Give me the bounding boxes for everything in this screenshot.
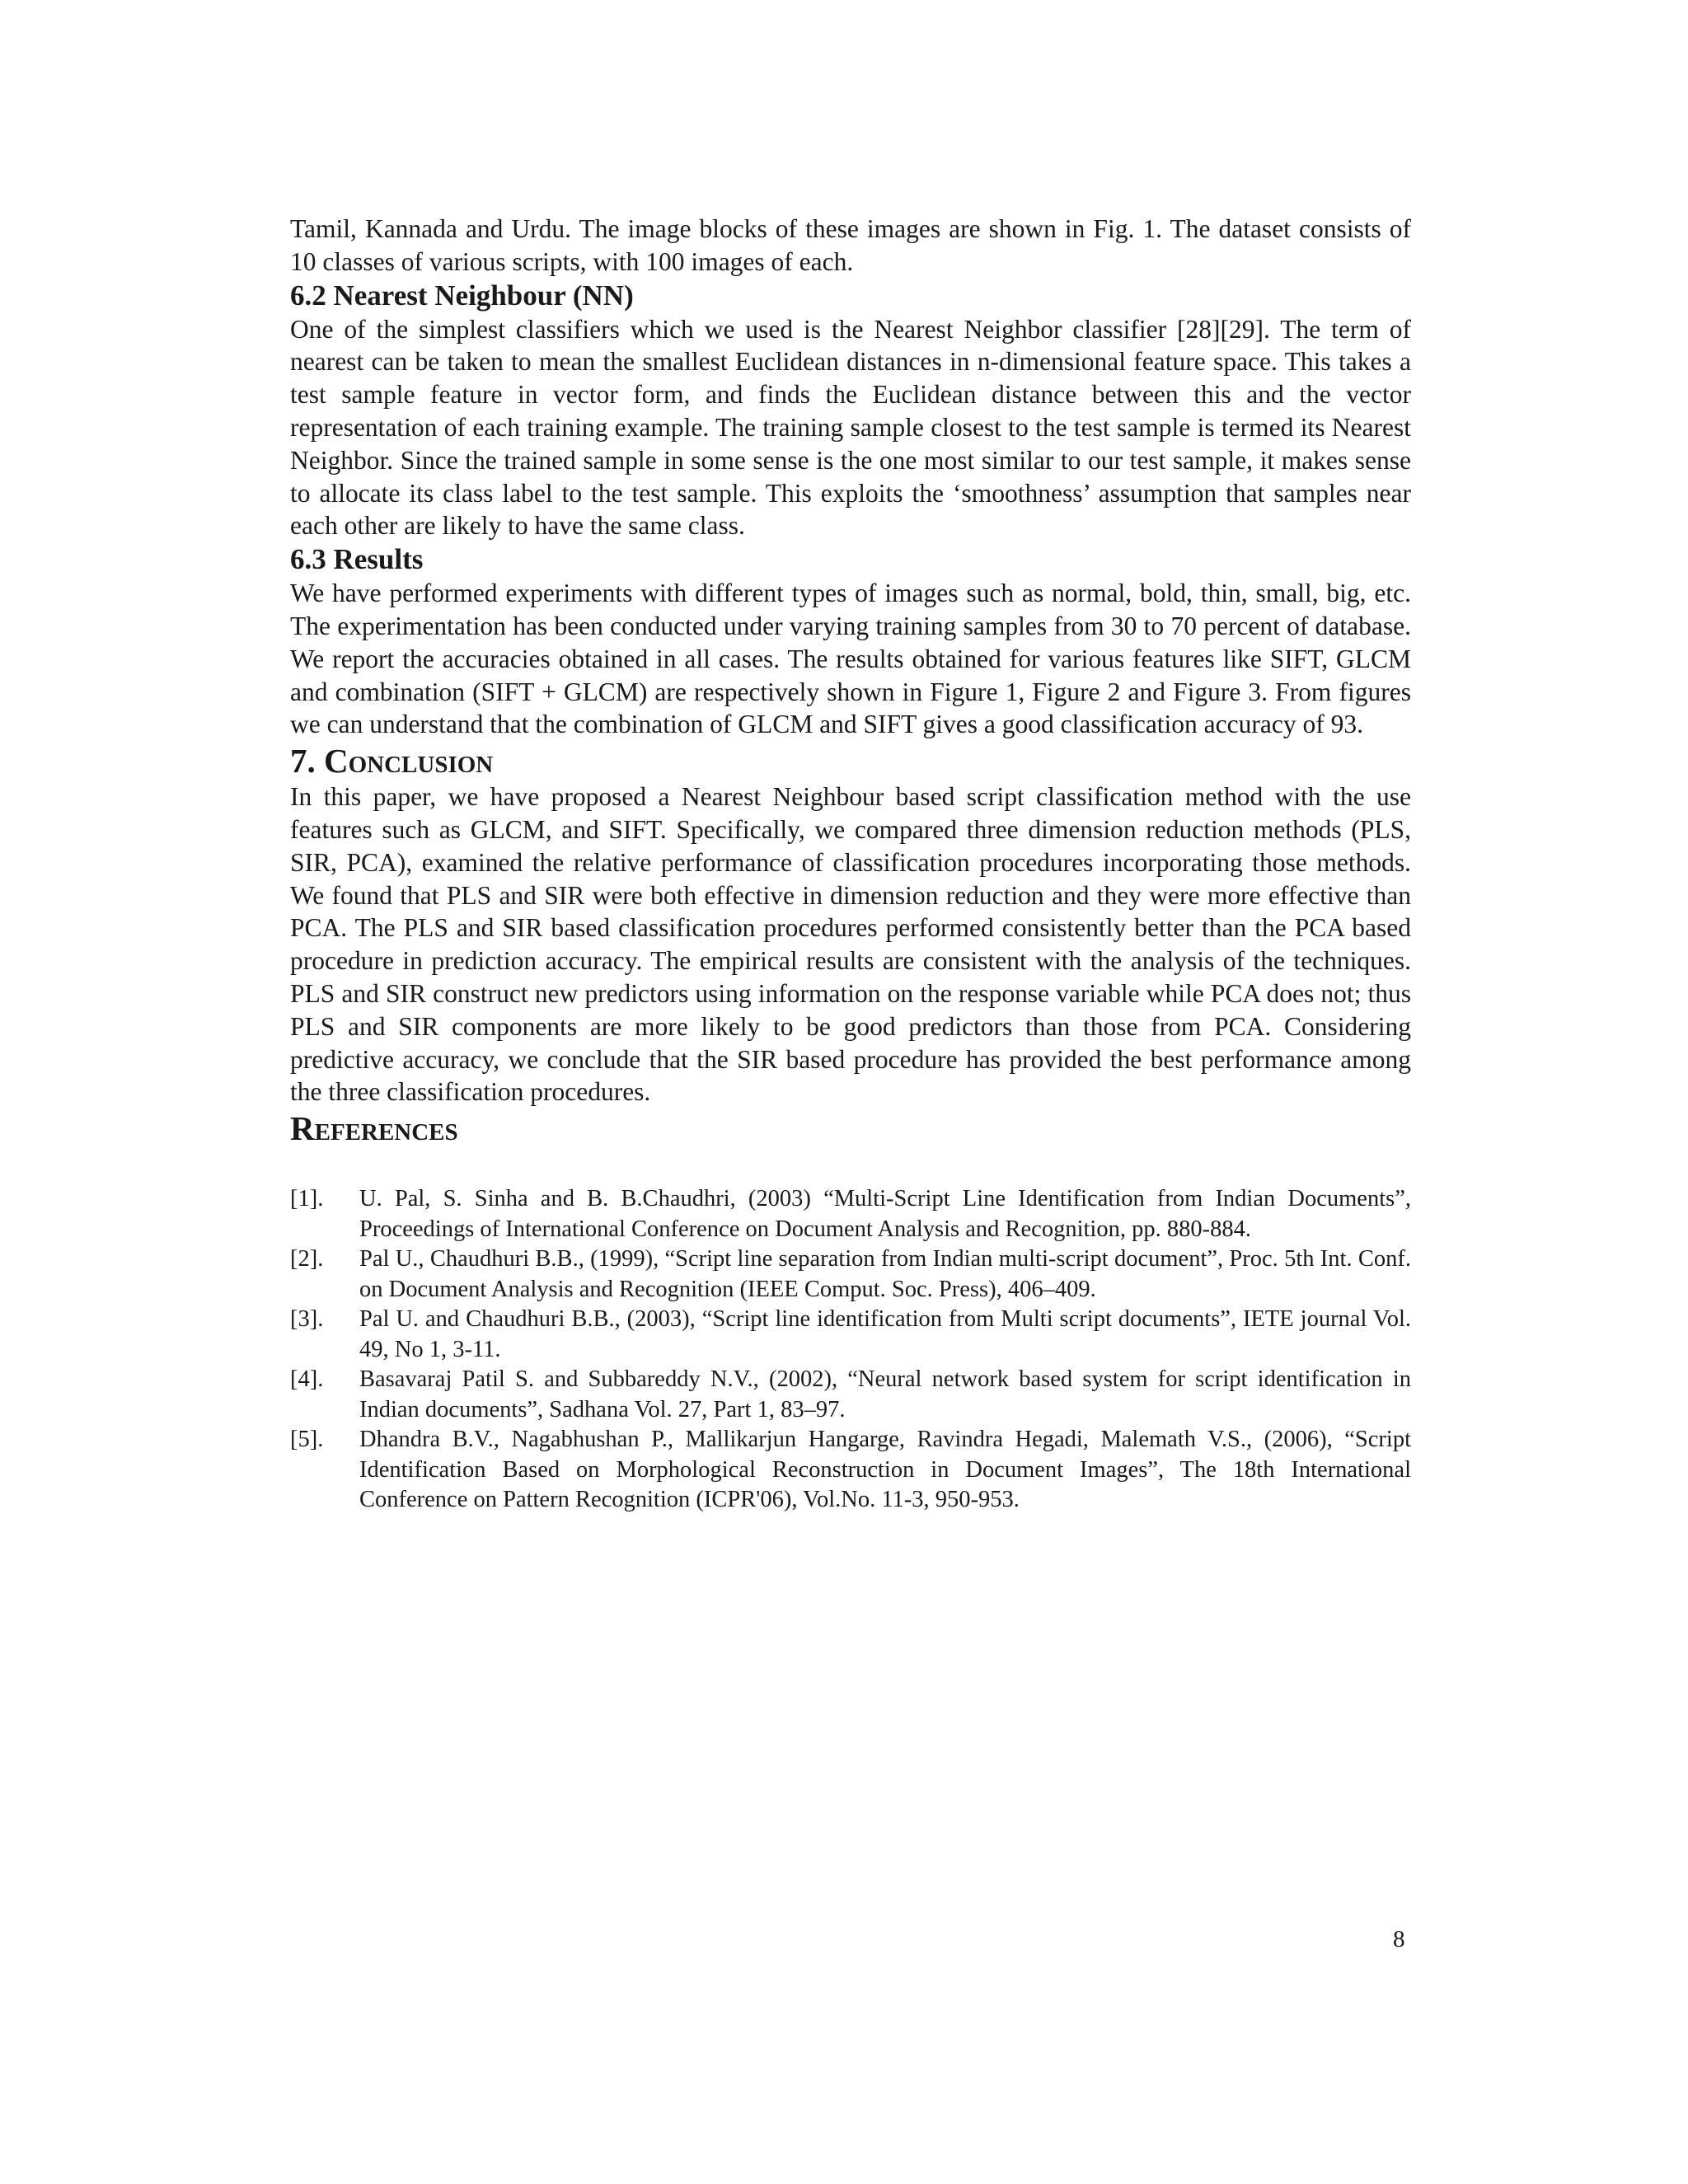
heading-results: 6.3 Results bbox=[290, 543, 424, 576]
reference-item bbox=[290, 1425, 1411, 1516]
conclusion-paragraph: In this paper, we have proposed a Nearest Neighbour based script classification method with the use features such as GLCM, and SIFT. Specifically, we compared three dimension reduction methods (PLS, SIR, PCA), examined the relative performance of classification procedures incorporating those methods. We found that PLS and SIR were both effective in dimension reduction and they were more effective than PCA. The PLS and SIR based classification procedures performed consistently better than the PCA based procedure in prediction accuracy. The empirical results are consistent with the analysis of the techniques. PLS and SIR construct new predictors using information on the response variable while PCA does not; thus PLS and SIR components are more likely to be good predictors than those from PCA. Considering predictive accuracy, we conclude that the SIR based procedure has provided the best performance among the three classification procedures. bbox=[290, 782, 1411, 1107]
references-list bbox=[290, 1184, 1411, 1516]
results-paragraph: We have performed experiments with different types of images such as normal, bold, thin, small, big, etc. The experimentation has been conducted under varying training samples from 30 to 70 percent of database. We report the accuracies obtained in all cases. The results obtained for various features like SIFT, GLCM and combination (SIFT + GLCM) are respectively shown in Figure 1, Figure 2 and Figure 3. From figures we can understand that the combination of GLCM and SIFT gives a good classification accuracy of 93. bbox=[290, 579, 1411, 739]
reference-text: Basavaraj Patil S. and Subbareddy N.V., (2002), “Neural network based system for script identification in Indian documents”, Sadhana Vol. 27, Part 1, 83–97. bbox=[359, 1366, 1411, 1422]
reference-number: [5]. bbox=[290, 1427, 324, 1453]
reference-item bbox=[290, 1244, 1411, 1305]
page-content bbox=[290, 213, 1411, 1516]
reference-number: [1]. bbox=[290, 1186, 324, 1212]
reference-item bbox=[290, 1184, 1411, 1244]
reference-item bbox=[290, 1305, 1411, 1365]
reference-text: Dhandra B.V., Nagabhushan P., Mallikarjun Hangarge, Ravindra Hegadi, Malemath V.S., (2006), “Script Identification Based on Morphological Reconstruction in Document Images”, The 18th International Conference on Pattern Recognition (ICPR'06), Vol.No. 11-3, 950-953. bbox=[359, 1427, 1411, 1513]
reference-number: [3]. bbox=[290, 1306, 324, 1333]
reference-number: [2]. bbox=[290, 1246, 324, 1272]
heading-references: References bbox=[290, 1109, 458, 1148]
reference-text: Pal U., Chaudhuri B.B., (1999), “Script line separation from Indian multi-script document”, Proc. 5th Int. Conf. on Document Analysis and Recognition (IEEE Comput. Soc. Press), 406–409. bbox=[359, 1246, 1411, 1302]
nearest-neighbour-paragraph: One of the simplest classifiers which we used is the Nearest Neighbor classifier [28][29]. The term of nearest can be taken to mean the smallest Euclidean distances in n-dimensional feature space. This takes a test sample feature in vector form, and finds the Euclidean distance between this and the vector representation of each training example. The training sample closest to the test sample is termed its Nearest Neighbor. Since the trained sample in some sense is the one most similar to our test sample, it makes sense to allocate its class label to the test sample. This exploits the ‘smoothness’ assumption that samples near each other are likely to have the same class. bbox=[290, 314, 1411, 541]
reference-item bbox=[290, 1365, 1411, 1425]
heading-conclusion: 7. Conclusion bbox=[290, 742, 494, 780]
reference-text: Pal U. and Chaudhuri B.B., (2003), “Script line identification from Multi script documents”, IETE journal Vol. 49, No 1, 3-11. bbox=[359, 1306, 1411, 1362]
reference-number: [4]. bbox=[290, 1366, 324, 1393]
reference-text: U. Pal, S. Sinha and B. B.Chaudhri, (2003) “Multi-Script Line Identification from Indian Documents”, Proceedings of International Conference on Document Analysis and Recognition, pp. 880-884. bbox=[359, 1186, 1411, 1242]
intro-paragraph: Tamil, Kannada and Urdu. The image blocks of these images are shown in Fig. 1. The dataset consists of 10 classes of various scripts, with 100 images of each. bbox=[290, 214, 1411, 276]
page-number: 8 bbox=[1393, 1926, 1405, 1952]
heading-nearest-neighbour: 6.2 Nearest Neighbour (NN) bbox=[290, 279, 634, 312]
